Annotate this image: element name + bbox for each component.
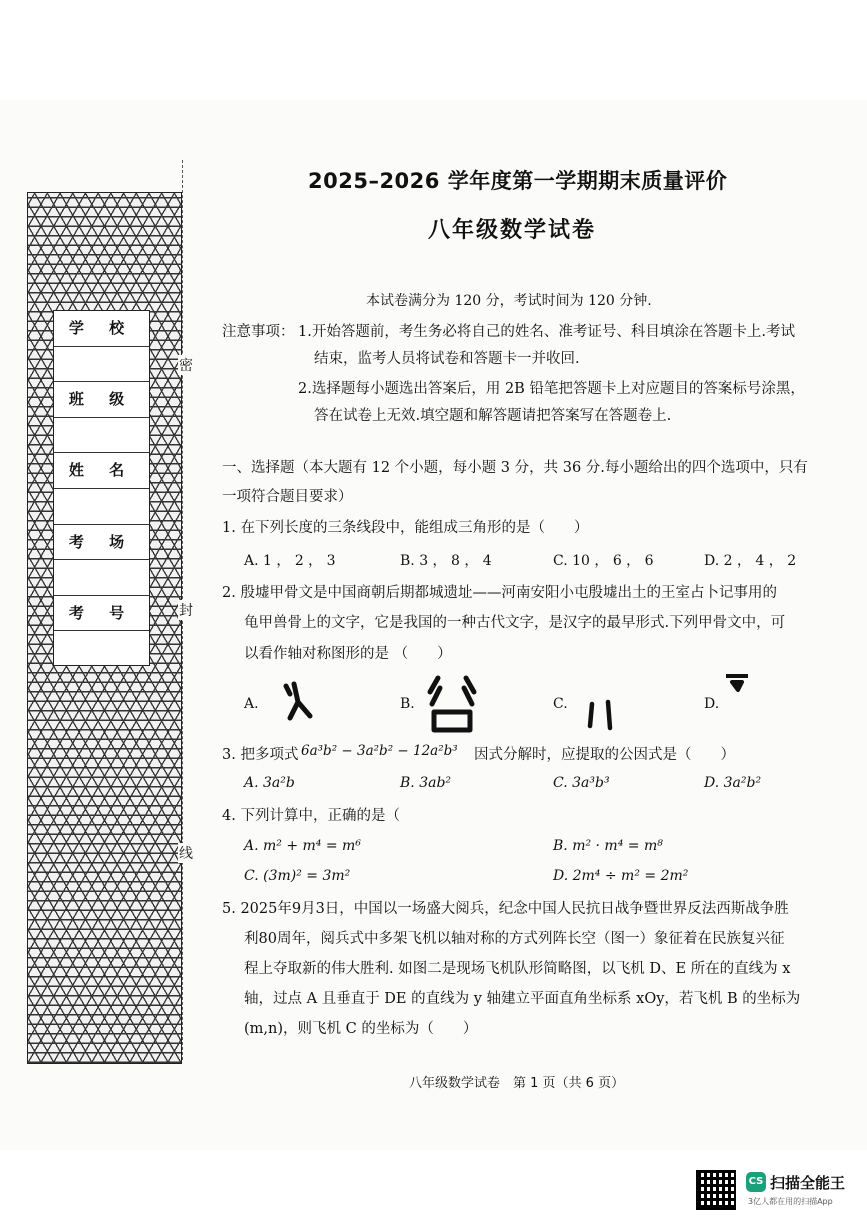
field-name: 姓 名 bbox=[54, 453, 149, 489]
q2-label-d: D. bbox=[704, 696, 720, 712]
brand-tagline: 3亿人都在用的扫描App bbox=[748, 1197, 833, 1206]
seal-char-feng: 封 bbox=[178, 600, 194, 620]
notice-2a: 2.选择题每小题选出答案后，用 2B 铅笔把答题卡上对应题目的答案标号涂黑， bbox=[298, 381, 805, 397]
q4-stem: 4. 下列计算中，正确的是（ bbox=[222, 808, 400, 824]
q4-option-d: D. 2m⁴ ÷ m² = 2m² bbox=[553, 868, 689, 884]
q5-line2: 利80周年，阅兵式中多架飞机以轴对称的方式列阵长空（图一）象征着在民族复兴征 bbox=[244, 931, 785, 947]
q3-option-a: A. 3a²b bbox=[244, 775, 295, 791]
q3-polynomial: 6a³b² − 3a²b² − 12a²b³ bbox=[301, 743, 458, 759]
q3-number: 3. 把多项式 bbox=[222, 747, 299, 763]
q1-option-c: C. 10 ， 6 ， 6 bbox=[553, 553, 654, 569]
field-class: 班 级 bbox=[54, 382, 149, 418]
oracle-glyph-d-icon bbox=[722, 672, 752, 698]
field-school-blank bbox=[54, 347, 149, 383]
field-room: 考 场 bbox=[54, 525, 149, 561]
q2-line1: 2. 殷墟甲骨文是中国商朝后期都城遗址——河南安阳小屯殷墟出土的王室占卜记事用的 bbox=[222, 585, 777, 601]
q1-option-b: B. 3 ， 8 ， 4 bbox=[400, 553, 492, 569]
q5-line1: 5. 2025年9月3日，中国以一场盛大阅兵，纪念中国人民抗日战争暨世界反法西斯战争胜 bbox=[222, 901, 789, 917]
q4-option-c: C. (3m)² = 3m² bbox=[244, 868, 351, 884]
notice-1a: 1.开始答题前，考生务必将自己的姓名、准考证号、科目填涂在答题卡上.考试 bbox=[298, 324, 795, 340]
q3-option-d: D. 3a²b² bbox=[704, 775, 762, 791]
oracle-glyph-c-icon bbox=[584, 698, 620, 732]
q3-option-b: B. 3ab² bbox=[400, 775, 452, 791]
brand-name: 扫描全能王 bbox=[770, 1174, 846, 1192]
q2-line2: 龟甲兽骨上的文字，它是我国的一种古代文字，是汉字的最早形式.下列甲骨文中，可 bbox=[244, 615, 786, 631]
field-number: 考 号 bbox=[54, 596, 149, 632]
seal-char-xian: 线 bbox=[178, 843, 194, 863]
student-info-table bbox=[53, 310, 150, 666]
q3-rest: 因式分解时，应提取的公因式是（ ） bbox=[474, 747, 735, 763]
notice-label: 注意事项： bbox=[222, 324, 295, 340]
q1-option-d: D. 2 ， 4 ， 2 bbox=[704, 553, 797, 569]
camscanner-logo: CS bbox=[746, 1172, 766, 1192]
field-room-blank bbox=[54, 560, 149, 596]
section1-line2: 一项符合题目要求） bbox=[222, 489, 353, 505]
qr-code-icon bbox=[696, 1170, 736, 1210]
q5-line3: 程上夺取新的伟大胜利. 如图二是现场飞机队形简略图，以飞机 D、E 所在的直线为 x bbox=[244, 961, 791, 977]
q1-stem: 1. 在下列长度的三条线段中，能组成三角形的是（ ） bbox=[222, 520, 589, 536]
notice-2b: 答在试卷上无效.填空题和解答题请把答案写在答题卷上. bbox=[314, 408, 672, 424]
q4-option-b: B. m² · m⁴ = m⁸ bbox=[553, 838, 663, 854]
score-line: 本试卷满分为 120 分，考试时间为 120 分钟. bbox=[366, 293, 652, 309]
q3-option-c: C. 3a³b³ bbox=[553, 775, 610, 791]
q2-label-c: C. bbox=[553, 696, 568, 712]
field-name-blank bbox=[54, 489, 149, 525]
seal-char-mi: 密 bbox=[178, 355, 194, 375]
q2-label-b: B. bbox=[400, 696, 415, 712]
q2-label-a: A. bbox=[244, 696, 259, 712]
notice-1b: 结束，监考人员将试卷和答题卡一并收回. bbox=[314, 351, 580, 367]
page-footer: 八年级数学试卷 第 1 页（共 6 页） bbox=[409, 1076, 625, 1091]
q2-line3: 以看作轴对称图形的是 （ ） bbox=[244, 646, 452, 662]
field-number-blank bbox=[54, 631, 149, 667]
q5-line4: 轴，过点 A 且垂直于 DE 的直线为 y 轴建立平面直角坐标系 xOy，若飞机 B 的坐标为 bbox=[244, 991, 801, 1007]
oracle-glyph-b-icon bbox=[420, 674, 484, 734]
q4-option-a: A. m² + m⁴ = m⁶ bbox=[244, 838, 361, 854]
q1-option-a: A. 1 ， 2 ， 3 bbox=[244, 553, 336, 569]
oracle-glyph-a-icon bbox=[268, 680, 316, 722]
scanner-watermark bbox=[696, 1170, 856, 1215]
field-school: 学 校 bbox=[54, 311, 149, 347]
q5-line5: (m,n)，则飞机 C 的坐标为（ ） bbox=[244, 1021, 478, 1037]
exam-subtitle: 八年级数学试卷 bbox=[428, 218, 597, 243]
exam-title: 2025–2026 学年度第一学期期末质量评价 bbox=[308, 169, 728, 193]
field-class-blank bbox=[54, 418, 149, 454]
section1-line1: 一、选择题（本大题有 12 个小题，每小题 3 分，共 36 分.每小题给出的四个选项中，只有 bbox=[222, 460, 808, 476]
